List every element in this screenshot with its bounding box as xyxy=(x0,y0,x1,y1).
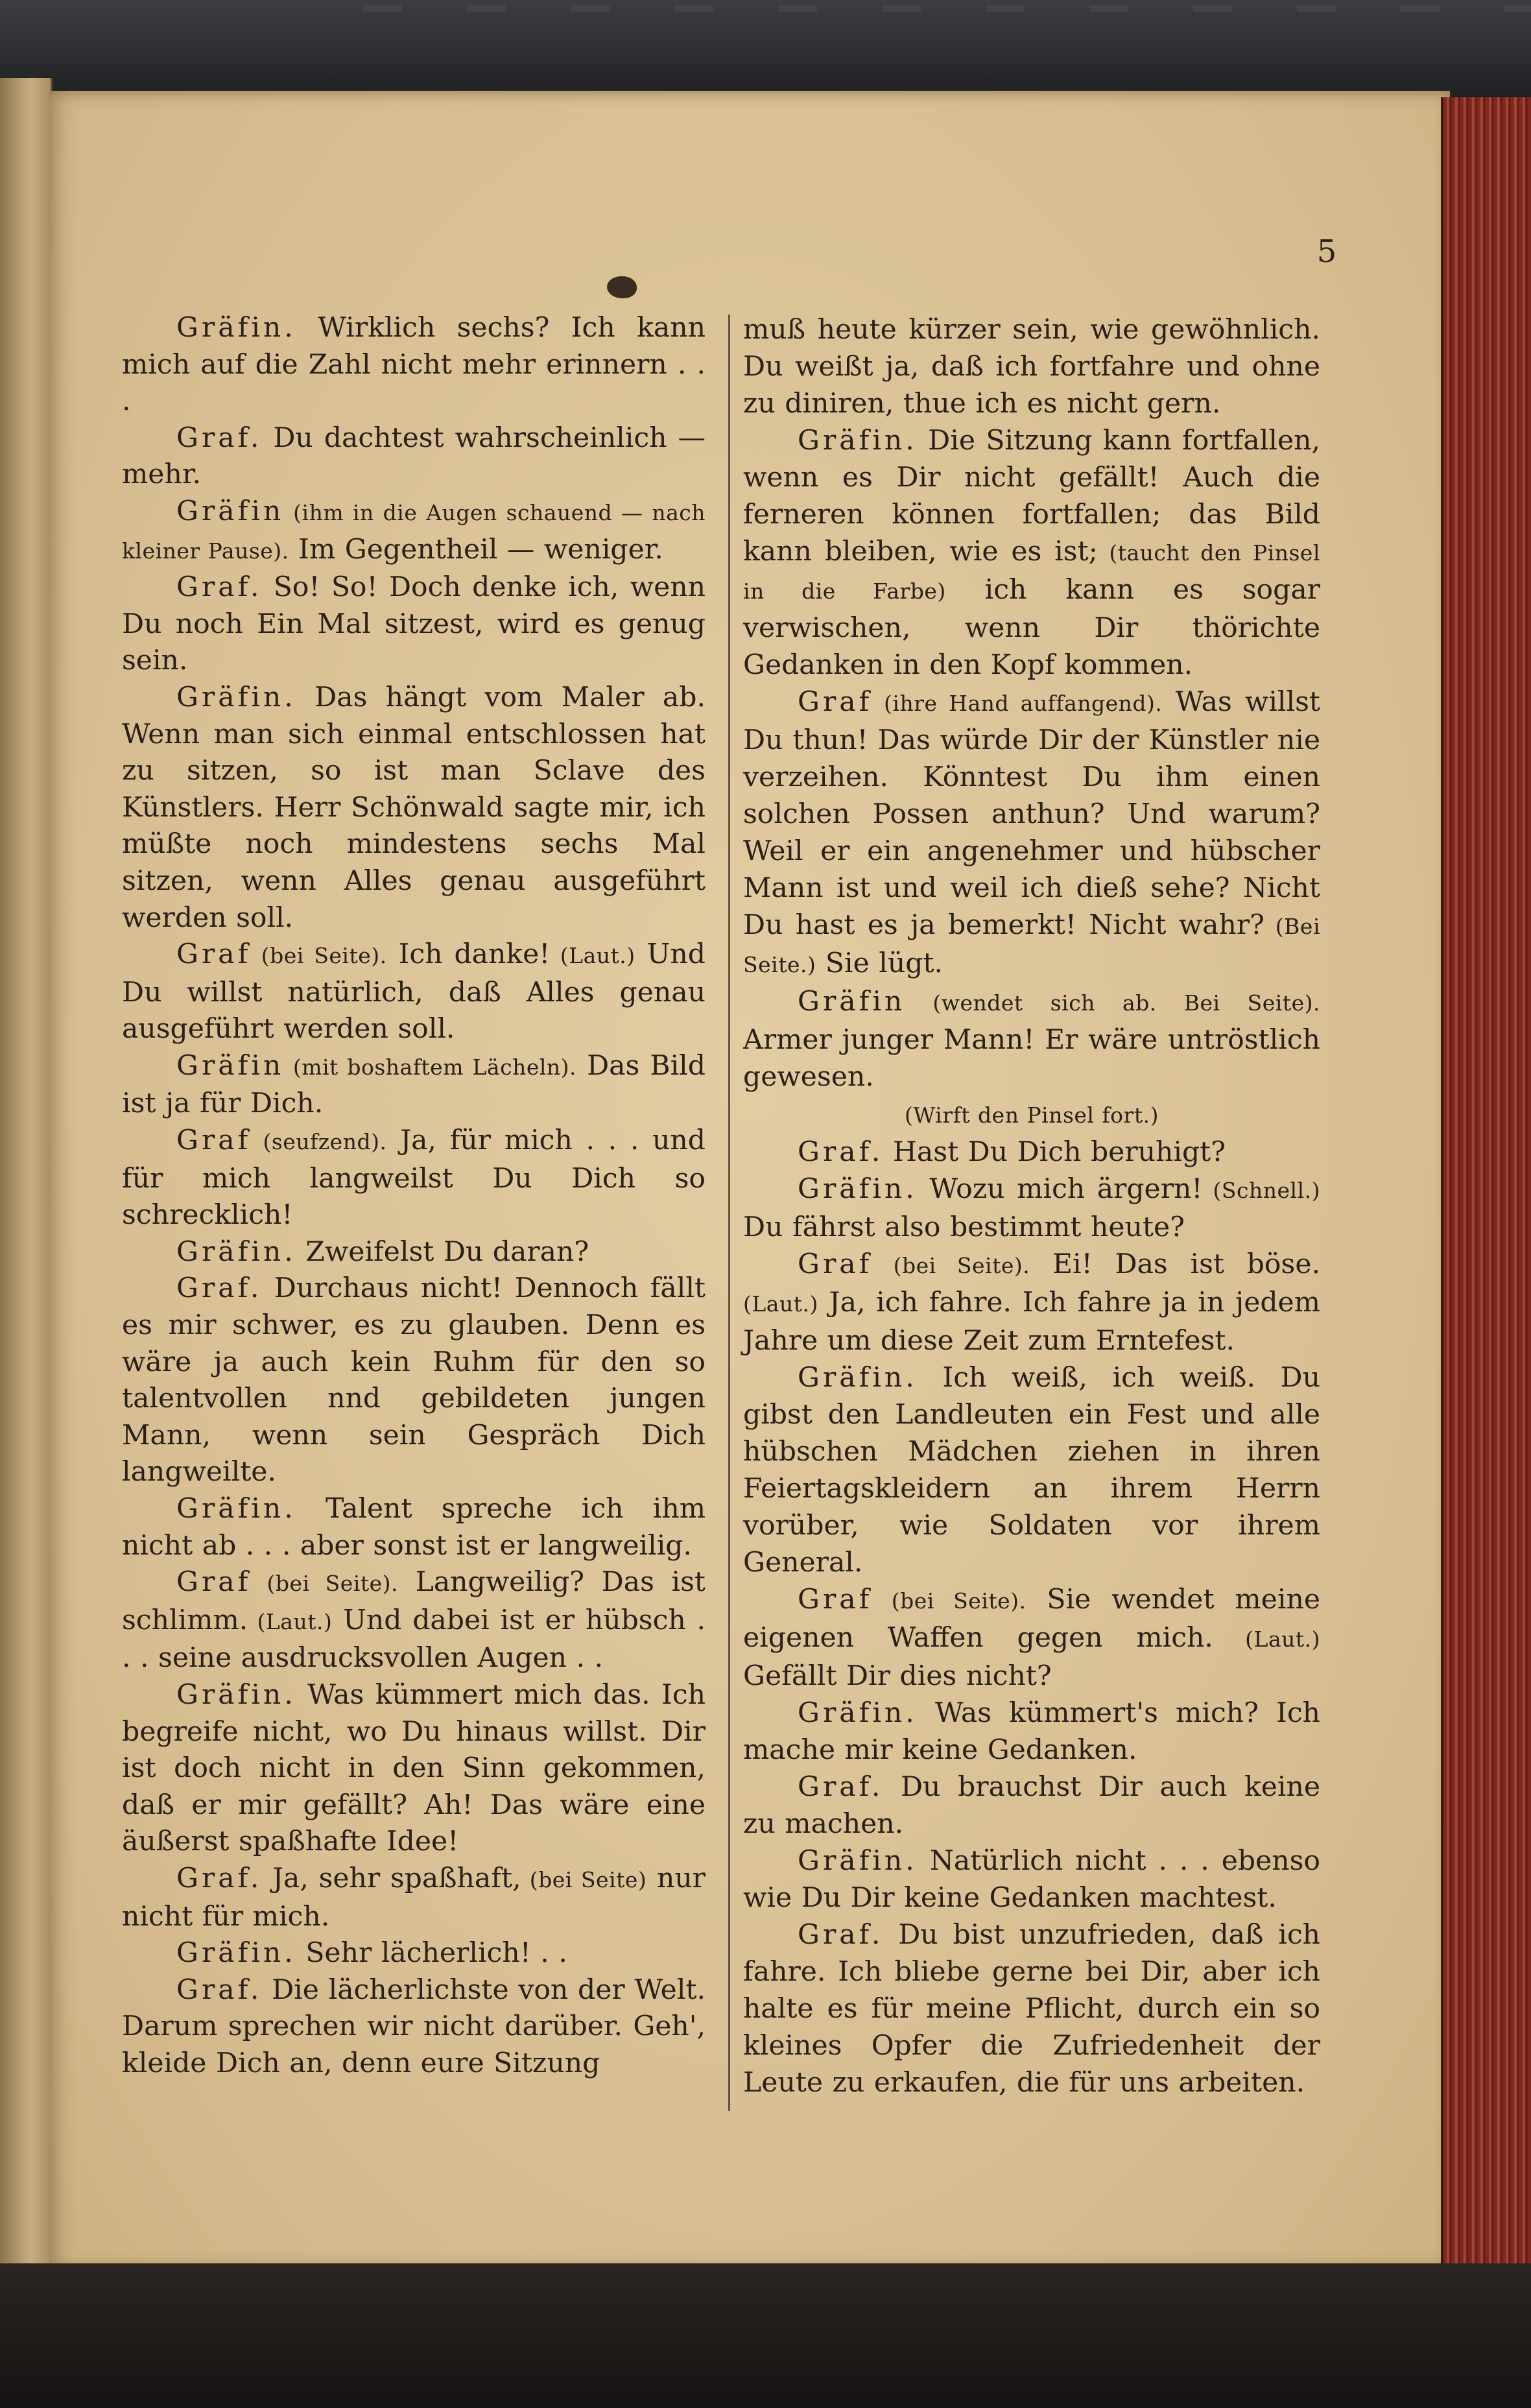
dialogue-paragraph xyxy=(122,1123,706,1234)
dialogue-text: Was kümmert's mich? Ich mache mir keine Gedanken. xyxy=(743,1697,1320,1766)
dialogue-text: Natürlich nicht . . . ebenso wie Du Dir keine Gedanken machtest. xyxy=(743,1845,1320,1914)
dialogue-text: Das Bild ist ja für Dich. xyxy=(122,1049,706,1120)
speaker-name: Gräfin xyxy=(798,986,906,1018)
dialogue-text: Ei! Das ist böse. xyxy=(1030,1248,1320,1280)
dialogue-text: Du fährst also bestimmt heute? xyxy=(743,1211,1185,1243)
speaker-name: Gräfin. xyxy=(176,681,296,713)
dialogue-text: Im Gegentheil — weniger. xyxy=(289,533,663,566)
stage-direction: (bei Seite). xyxy=(872,1253,1030,1278)
dialogue-text: Armer junger Mann! Er wäre untröstlich gewesen. xyxy=(743,1024,1320,1093)
facing-page-edge xyxy=(0,78,53,2263)
speaker-name: Graf xyxy=(176,1125,252,1157)
dialogue-paragraph xyxy=(122,569,706,680)
stage-direction: (seufzend). xyxy=(251,1129,387,1155)
ink-blot-icon xyxy=(607,276,637,298)
dialogue-text: Langweilig? Das ist schlimm. xyxy=(122,1566,706,1636)
stage-direction: (ihre Hand auffangend). xyxy=(872,691,1163,716)
speaker-name: Gräfin. xyxy=(176,1235,296,1268)
dialogue-paragraph xyxy=(743,1095,1320,1134)
background-bottom xyxy=(0,2263,1531,2408)
dialogue-paragraph xyxy=(122,1935,706,1972)
dialogue-paragraph xyxy=(743,1246,1320,1359)
speaker-name: Graf xyxy=(798,1584,873,1615)
dialogue-text: Durchaus nicht! Dennoch fällt es mir schwer, es zu glauben. Denn es wäre ja auch kein Ruhm für den so talentvollen nnd gebildeten jungen Mann, wenn sein Gespräch Dich langweilte. xyxy=(122,1272,706,1488)
dialogue-paragraph xyxy=(743,1171,1320,1246)
dialogue-paragraph xyxy=(122,420,706,494)
stage-direction: (Bei Seite.) xyxy=(743,914,1321,977)
dialogue-paragraph xyxy=(743,1916,1320,2101)
stage-direction: (taucht den Pinsel in die Farbe) xyxy=(743,540,1321,604)
stage-direction: (Laut.) xyxy=(743,1291,818,1317)
speaker-name: Gräfin xyxy=(176,1049,285,1082)
book-fore-edge xyxy=(1441,97,1531,2270)
dialogue-paragraph xyxy=(743,1842,1320,1916)
speaker-name: Gräfin. xyxy=(176,312,296,344)
right-text-column xyxy=(743,311,1320,2101)
column-divider xyxy=(728,315,730,2111)
dialogue-text: Wozu mich ärgern! xyxy=(917,1173,1203,1205)
dialogue-text: Was willst Du thun! Das würde Dir der Künstler nie verzeihen. Könntest Du ihm einen solchen Possen anthun? Und warum? Weil er ein angenehmer und hübscher Mann ist und weil ich dieß sehe? Nicht Du hast es ja bemerkt! Nicht wahr? xyxy=(743,686,1321,941)
dialogue-paragraph xyxy=(122,1564,706,1677)
stage-direction: (mit boshaftem Lächeln). xyxy=(284,1054,577,1080)
dialogue-text: Die Sitzung kann fortfallen, wenn es Dir nicht gefällt! Auch die ferneren können fortfallen; das Bild kann bleiben, wie es ist; xyxy=(743,425,1320,567)
speaker-name: Graf xyxy=(798,1248,873,1280)
stage-direction: (bei Seite). xyxy=(251,1571,398,1597)
left-text-column xyxy=(122,310,706,2082)
stage-direction: (Laut.) xyxy=(248,1608,333,1634)
stage-direction: (Schnell.) xyxy=(1202,1178,1320,1203)
dialogue-paragraph xyxy=(122,1234,706,1271)
speaker-name: Graf. xyxy=(176,1272,263,1305)
dialogue-paragraph xyxy=(122,1972,706,2082)
dialogue-text: Du bist unzufrieden, daß ich fahre. Ich bliebe gerne bei Dir, aber ich halte es für meine Pflicht, durch ein so kleines Opfer die Zufriedenheit der Leute zu erkaufen, die für uns arbeiten. xyxy=(743,1919,1320,2099)
dialogue-text: Und dabei ist er hübsch . . . seine ausdrucksvollen Augen . . xyxy=(122,1604,706,1675)
dialogue-text: Und Du willst natürlich, daß Alles genau ausgeführt werden soll. xyxy=(122,938,706,1045)
stage-direction: (bei Seite). xyxy=(872,1588,1027,1614)
dialogue-text: ich kann es sogar verwischen, wenn Dir thörichte Gedanken in den Kopf kommen. xyxy=(743,574,1320,681)
speaker-name: Gräfin. xyxy=(798,425,918,457)
stage-direction: (Wirft den Pinsel fort.) xyxy=(905,1103,1159,1128)
background-table xyxy=(0,0,1531,97)
dialogue-paragraph xyxy=(743,684,1320,983)
speaker-name: Graf xyxy=(176,1566,252,1599)
dialogue-paragraph xyxy=(743,1581,1320,1695)
dialogue-paragraph xyxy=(122,936,706,1048)
dialogue-text: nur nicht für mich. xyxy=(122,1862,706,1933)
page-number: 5 xyxy=(1316,233,1337,270)
dialogue-paragraph xyxy=(743,983,1320,1095)
dialogue-text: Das hängt vom Maler ab. Wenn man sich einmal entschlossen hat zu sitzen, so ist man Sclave des Künstlers. Herr Schönwald sagte mir, ich müßte noch mindestens sechs Mal sitzen, wenn Alles genau ausgeführt werden soll. xyxy=(122,681,706,934)
dialogue-text: Wirklich sechs? Ich kann mich auf die Zahl nicht mehr erinnern . . . xyxy=(122,312,706,418)
dialogue-paragraph xyxy=(122,1861,706,1935)
dialogue-paragraph xyxy=(743,1134,1320,1171)
speaker-name: Gräfin. xyxy=(798,1845,918,1877)
speaker-name: Graf. xyxy=(798,1136,884,1168)
dialogue-text: Was kümmert mich das. Ich begreife nicht, wo Du hinaus willst. Dir ist doch nicht in den Sinn gekommen, daß er mir gefällt? Ah! Das wäre eine äußerst spaßhafte Idee! xyxy=(122,1678,706,1858)
dialogue-paragraph xyxy=(743,1359,1320,1581)
speaker-name: Graf xyxy=(798,686,873,718)
speaker-name: Graf. xyxy=(176,422,263,454)
dialogue-paragraph xyxy=(122,1270,706,1491)
stage-direction: (ihm in die Augen schauend — nach kleiner Pause). xyxy=(122,499,706,564)
stage-direction: (Laut.) xyxy=(1213,1627,1320,1652)
stage-direction: (bei Seite) xyxy=(521,1866,647,1892)
dialogue-paragraph xyxy=(743,1769,1320,1842)
stage-direction: (bei Seite). xyxy=(251,943,387,969)
dialogue-paragraph xyxy=(122,494,706,569)
dialogue-text: Sehr lächerlich! . . xyxy=(296,1937,567,1970)
speaker-name: Graf xyxy=(176,938,252,971)
dialogue-paragraph xyxy=(743,1695,1320,1769)
dialogue-text: Du brauchst Dir auch keine zu machen. xyxy=(743,1771,1320,1840)
speaker-name: Graf. xyxy=(176,571,263,604)
dialogue-text: Ich danke! xyxy=(386,938,551,971)
speaker-name: Graf. xyxy=(798,1919,884,1951)
dialogue-text: Sie lügt. xyxy=(816,948,943,979)
speaker-name: Gräfin. xyxy=(798,1173,918,1205)
dialogue-text: muß heute kürzer sein, wie gewöhnlich. Du weißt ja, daß ich fortfahre und ohne zu diniren, thue ich es nicht gern. xyxy=(743,314,1320,420)
speaker-name: Gräfin xyxy=(176,495,285,527)
dialogue-paragraph xyxy=(122,680,706,936)
speaker-name: Graf. xyxy=(176,1862,263,1894)
dialogue-text: Gefällt Dir dies nicht? xyxy=(743,1660,1052,1692)
dialogue-paragraph xyxy=(743,311,1320,422)
dialogue-paragraph xyxy=(743,422,1320,684)
dialogue-text: Ja, sehr spaßhaft, xyxy=(262,1862,521,1894)
speaker-name: Gräfin. xyxy=(798,1697,918,1729)
dialogue-text: Talent spreche ich ihm nicht ab . . . aber sonst ist er langweilig. xyxy=(122,1493,706,1562)
speaker-name: Gräfin. xyxy=(176,1937,296,1970)
dialogue-paragraph xyxy=(122,1048,706,1123)
dialogue-text: Hast Du Dich beruhigt? xyxy=(883,1136,1226,1168)
dialogue-text: Ich weiß, ich weiß. Du gibst den Landleuten ein Fest und alle hübschen Mädchen ziehen in ihren Feiertagskleidern an ihrem Herrn vorüber, wie Soldaten vor ihrem General. xyxy=(743,1362,1320,1579)
dialogue-text: Du dachtest wahrscheinlich — mehr. xyxy=(122,422,706,491)
speaker-name: Gräfin. xyxy=(176,1678,296,1711)
speaker-name: Graf. xyxy=(798,1771,884,1803)
dialogue-text: Ja, ich fahre. Ich fahre ja in jedem Jahre um diese Zeit zum Erntefest. xyxy=(743,1287,1320,1357)
speaker-name: Graf. xyxy=(176,1973,263,2006)
dialogue-paragraph xyxy=(122,310,706,420)
stage-direction: (Laut.) xyxy=(550,943,635,969)
dialogue-paragraph xyxy=(122,1677,706,1861)
dialogue-text: Zweifelst Du daran? xyxy=(296,1235,589,1268)
dialogue-text: Sie wendet meine eigenen Waffen gegen mich. xyxy=(743,1584,1320,1654)
dialogue-text: Ja, für mich . . . und für mich langweilst Du Dich so schrecklich! xyxy=(122,1125,706,1232)
speaker-name: Gräfin. xyxy=(798,1362,918,1394)
dialogue-paragraph xyxy=(122,1491,706,1564)
dialogue-text: Die lächerlichste von der Welt. Darum sprechen wir nicht darüber. Geh', kleide Dich an, denn eure Sitzung xyxy=(122,1973,706,2079)
stage-direction: (wendet sich ab. Bei Seite). xyxy=(905,990,1320,1016)
speaker-name: Gräfin. xyxy=(176,1493,296,1525)
dialogue-text: So! So! Doch denke ich, wenn Du noch Ein Mal sitzest, wird es genug sein. xyxy=(122,571,706,677)
